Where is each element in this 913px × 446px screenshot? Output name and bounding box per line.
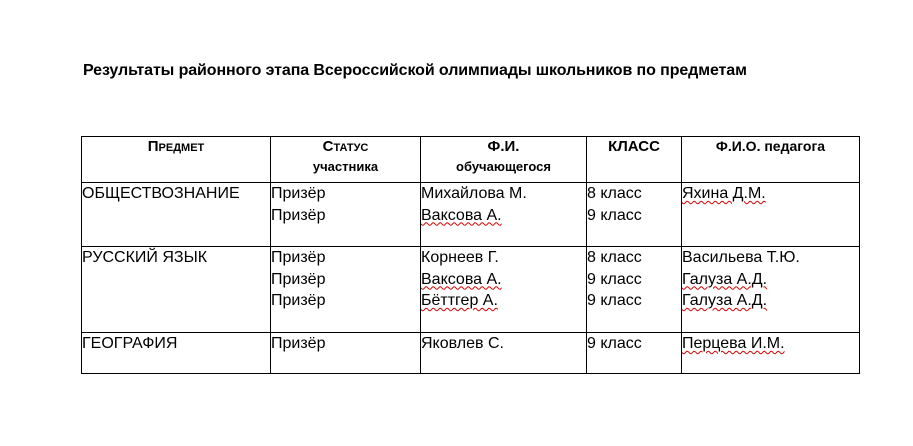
teacher-name: Васильева Т.Ю. (682, 249, 800, 266)
subject-cell (82, 247, 271, 333)
subject-cell (82, 333, 271, 374)
grade-cell (587, 333, 682, 374)
subject-cell (82, 183, 271, 247)
grade-value: 8 класс (587, 185, 642, 202)
grade-value: 9 класс (587, 270, 642, 288)
document-title: Результаты районного этапа Всероссийской олимпиады школьников по предметам (83, 62, 747, 79)
status-cell (271, 333, 421, 374)
student-name (421, 269, 586, 291)
status-cell (271, 183, 421, 247)
teacher-name-text: Галуза А.Д. (682, 292, 768, 309)
header-teacher-label: Ф.И.О. педагога (715, 138, 826, 154)
header-student-sublabel: обучающегося (456, 159, 551, 174)
student-name (421, 290, 586, 312)
grade-value: 9 класс (587, 206, 642, 224)
teacher-name (682, 183, 859, 205)
student-name-text: Ваксова А. (421, 206, 502, 224)
grade-value: 8 класс (587, 249, 642, 266)
header-student (421, 137, 587, 183)
status-value: Призёр (271, 249, 326, 266)
student-name-text: Ваксова А. (421, 270, 502, 288)
teacher-name-text: Яхина Д.М. (682, 185, 766, 202)
student-name (421, 205, 586, 227)
student-name: Михайлова М. (421, 185, 527, 202)
student-cell (421, 247, 587, 333)
status-value: Призёр (271, 335, 326, 352)
header-teacher (682, 137, 860, 183)
student-name: Корнеев Г. (421, 249, 499, 266)
header-status-sublabel: участника (312, 159, 379, 174)
grade-cell (587, 247, 682, 333)
results-table (81, 136, 860, 374)
status-value: Призёр (271, 185, 326, 202)
teacher-cell (682, 247, 860, 333)
grade-cell (587, 183, 682, 247)
teacher-name (682, 333, 859, 355)
teacher-name-text: Перцева И.М. (682, 335, 785, 352)
status-value: Призёр (271, 206, 326, 224)
header-status (271, 137, 421, 183)
teacher-name (682, 290, 859, 312)
student-name: Яковлев С. (421, 335, 504, 352)
grade-value: 9 класс (587, 335, 642, 352)
header-student-label: Ф.И. (487, 138, 520, 155)
table-row (82, 183, 860, 247)
student-name-text: Бёттгер А. (421, 292, 498, 309)
header-grade (587, 137, 682, 183)
teacher-cell (682, 333, 860, 374)
header-subject-label: Предмет (147, 138, 205, 155)
grade-value: 9 класс (587, 292, 642, 309)
subject-name: ГЕОГРАФИЯ (82, 335, 178, 352)
student-cell (421, 333, 587, 374)
status-cell (271, 247, 421, 333)
table-row (82, 247, 860, 333)
teacher-name-text: Галуза А.Д. (682, 270, 768, 288)
student-cell (421, 183, 587, 247)
table-header-row (82, 137, 860, 183)
teacher-name (682, 269, 859, 291)
subject-name: РУССКИЙ ЯЗЫК (82, 249, 208, 266)
teacher-cell (682, 183, 860, 247)
subject-name: ОБЩЕСТВОЗНАНИЕ (82, 185, 240, 202)
header-grade-label: КЛАСС (608, 138, 660, 155)
status-value: Призёр (271, 270, 326, 288)
header-status-label: Статус (322, 138, 369, 155)
table-row (82, 333, 860, 374)
status-value: Призёр (271, 292, 326, 309)
header-subject (82, 137, 271, 183)
